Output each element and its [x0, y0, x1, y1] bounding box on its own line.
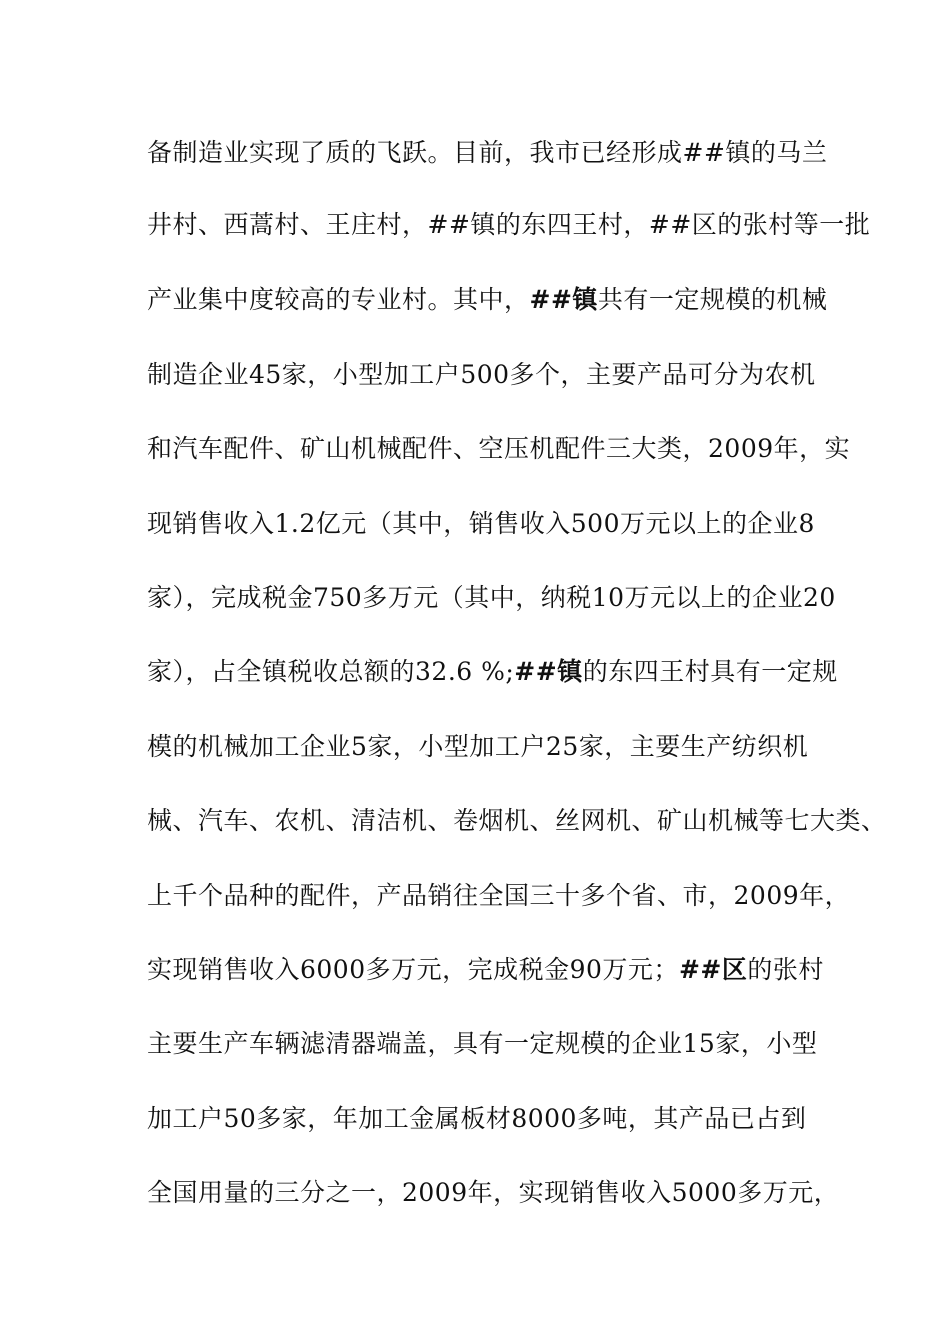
bold-district-name: ##区 [678, 955, 748, 984]
text-line: 家），完成税金750多万元（其中，纳税10万元以上的企业20 [147, 583, 836, 612]
text-line: 全国用量的三分之一，2009年，实现销售收入5000多万元， [147, 1178, 840, 1207]
bold-town-name: ##镇 [514, 657, 583, 686]
text-span: 的张村 [747, 955, 824, 984]
text-line: 模的机械加工企业5家，小型加工户25家，主要生产纺织机 [147, 732, 809, 761]
text-line: 井村、西蒿村、王庄村，##镇的东四王村，##区的张村等一批 [147, 210, 871, 239]
text-line: 备制造业实现了质的飞跃。目前，我市已经形成##镇的马兰 [147, 138, 828, 167]
text-span: 家），占全镇税收总额的32.6 %; [147, 657, 515, 686]
text-line: 主要生产车辆滤清器端盖，具有一定规模的企业15家，小型 [147, 1029, 818, 1058]
text-line: 加工户50多家，年加工金属板材8000多吨，其产品已占到 [147, 1104, 807, 1133]
text-line [147, 950, 824, 990]
text-span: 实现销售收入6000多万元，完成税金90万元； [147, 955, 679, 984]
text-span: 的东四王村具有一定规 [582, 657, 838, 686]
text-line: 制造企业45家，小型加工户500多个，主要产品可分为农机 [147, 360, 816, 389]
text-span: 产业集中度较高的专业村。其中， [147, 285, 530, 314]
text-line [147, 280, 827, 320]
text-line [147, 652, 838, 692]
text-line: 上千个品种的配件，产品销往全国三十多个省、市，2009年， [147, 881, 851, 910]
text-span: 共有一定规模的机械 [597, 285, 828, 314]
bold-town-name: ##镇 [529, 285, 598, 314]
text-line: 械、汽车、农机、清洁机、卷烟机、丝网机、矿山机械等七大类、 [147, 806, 887, 835]
text-line: 现销售收入1.2亿元（其中，销售收入500万元以上的企业8 [147, 509, 815, 538]
text-line: 和汽车配件、矿山机械配件、空压机配件三大类，2009年，实 [147, 434, 851, 463]
